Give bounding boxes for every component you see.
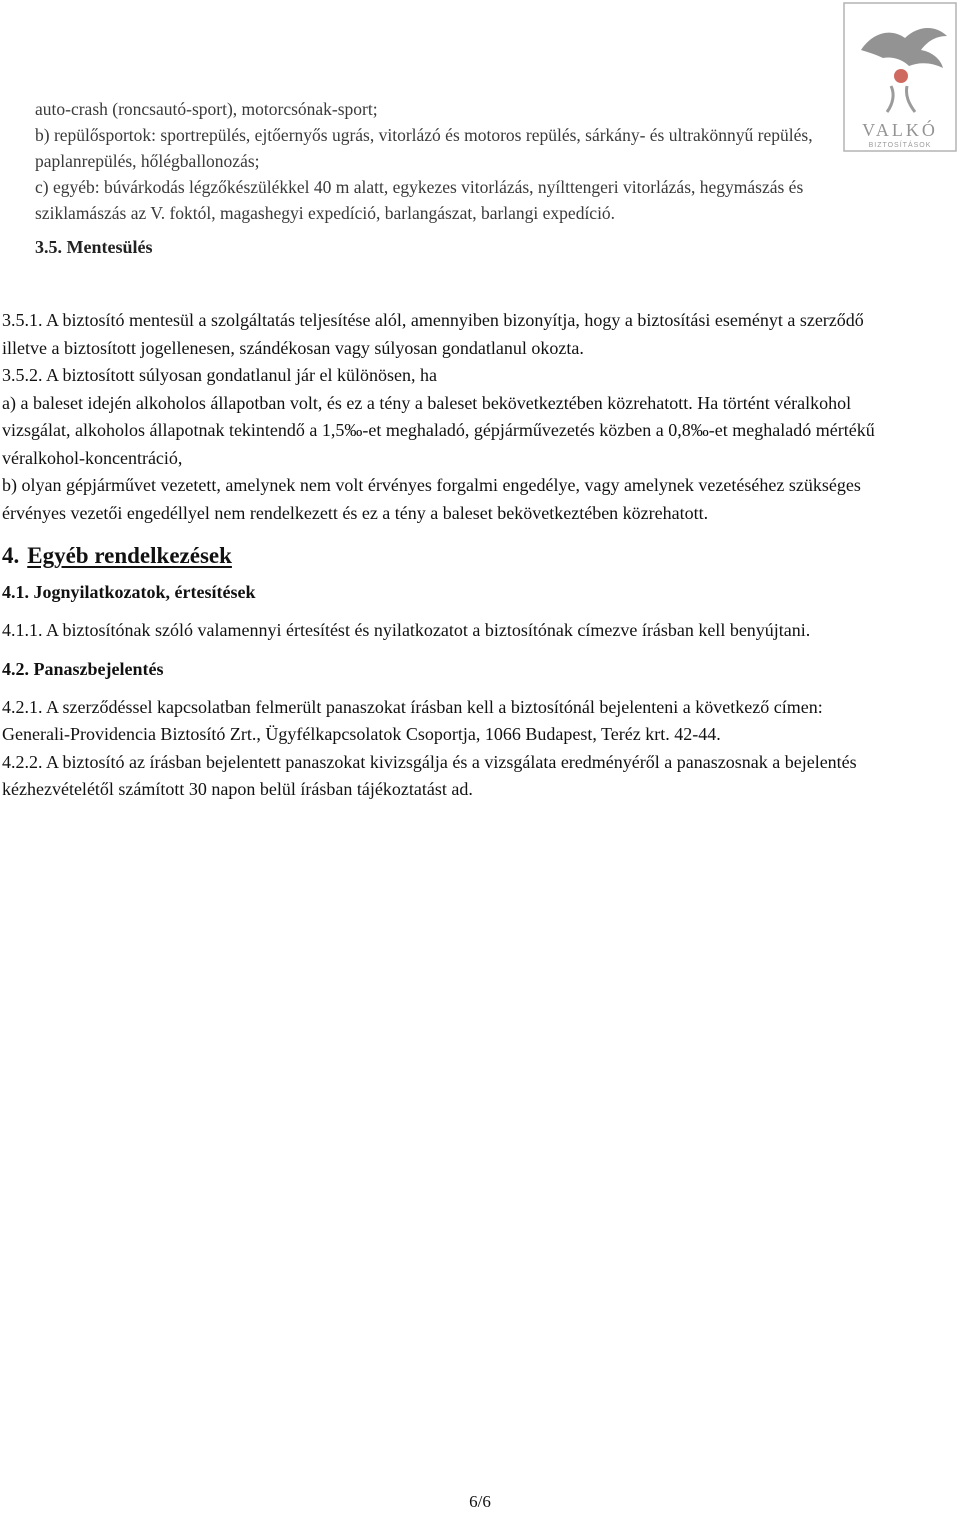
section-number: 4. [2,543,20,568]
intro-line: c) egyéb: búvárkodás légzőkészülékkel 40 m alatt, egykezes vitorlázás, nyílttengeri vitorlázás, hegymászás és sziklamászás az V. foktól, magashegyi expedíció, barlangászat, barlangi expedíció. [35,177,804,223]
section-heading-3-5: 3.5. Mentesülés [35,237,153,257]
subsection-heading-4-1: 4.1. Jognyilatkozatok, értesítések [2,582,256,602]
intro-line: auto-crash (roncsautó-sport), motorcsónak-sport; [35,99,378,119]
paragraph-4-2-1: 4.2.1. A szerződéssel kapcsolatban felmerült panaszokat írásban kell a biztosítónál bejelenteni a következő címen: Generali-Providencia Biztosító Zrt., Ügyfélkapcsolatok Csoportja, 1066 Budapest, Teréz krt. 42-44. [2,696,823,744]
logo-text: VALKÓ [862,120,938,140]
section-title: Egyéb rendelkezések [27,543,232,568]
paragraph-3-5-2-b: b) olyan gépjárművet vezetett, amelynek nem volt érvényes forgalmi engedélye, vagy amelynek vezetéséhez szükséges érvényes vezetői engedéllyel nem rendelkezett és ez a tény a baleset bekövetkeztében közrehatott. [2,475,861,523]
body-block [2,307,882,804]
intro-line: b) repülősportok: sportrepülés, ejtőernyős ugrás, vitorlázó és motoros repülés, sárkány- és ultrakönnyű repülés, paplanrepülés, hőlégballonozás; [35,125,813,171]
paragraph-4-1-1: 4.1.1. A biztosítónak szóló valamennyi értesítést és nyilatkozatot a biztosítónak címezve írásban kell benyújtani. [2,619,811,640]
bird-icon [861,28,947,68]
section-heading-4 [2,541,882,571]
subsection-heading-4-2: 4.2. Panaszbejelentés [2,659,164,679]
page-number: 6/6 [469,1492,491,1511]
paragraph-3-5-2-a: a) a baleset idején alkoholos állapotban volt, és ez a tény a baleset bekövetkeztében közrehatott. Ha történt véralkohol vizsgálat, alkoholos állapotnak tekintendő a 1,5‰-et meghaladó, gépjárművezetés közben a 0,8‰-et meghaladó mértékű véralkohol-koncentráció, [2,392,875,468]
paragraph-3-5-2: 3.5.2. A biztosított súlyosan gondatlanul jár el különösen, ha [2,365,437,385]
logo-subtext: BIZTOSÍTÁSOK [868,142,932,149]
intro-block [35,96,875,260]
paragraph-4-2-2: 4.2.2. A biztosító az írásban bejelentett panaszokat kivizsgálja és a vizsgálata eredményéről a panaszosnak a bejelentés kézhezvételétől számított 30 napon belül írásban tájékoztatást ad. [2,751,857,799]
red-dot-icon [894,69,908,83]
paragraph-3-5-1: 3.5.1. A biztosító mentesül a szolgáltatás teljesítése alól, amennyiben bizonyítja, hogy a biztosítási eseményt a szerződő illetve a biztosított jogellenesen, szándékosan vagy súlyosan gondatlanul okozta. [2,310,864,358]
